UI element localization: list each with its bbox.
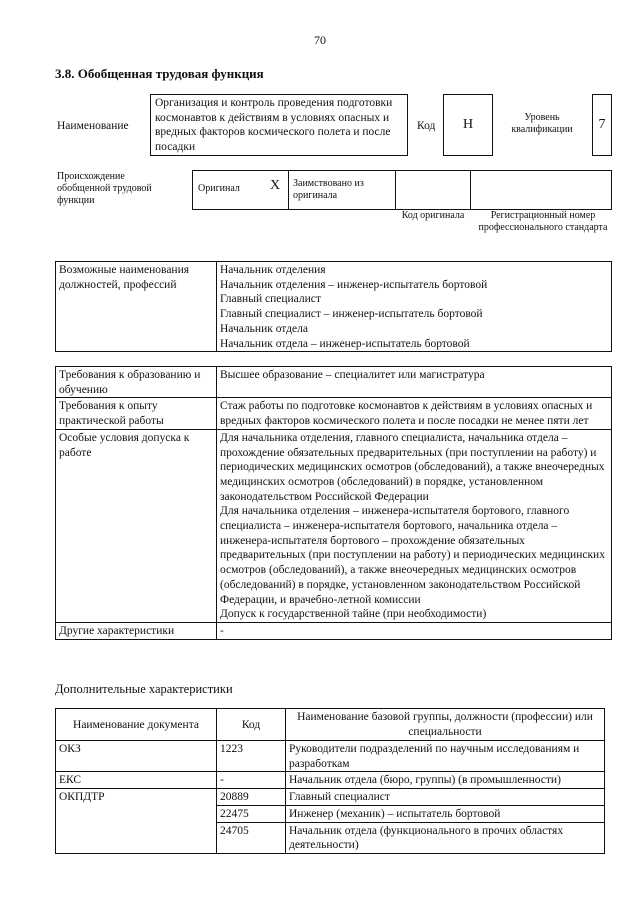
level-value-box: [592, 94, 612, 156]
table-row: [56, 741, 605, 772]
function-name-value: Организация и контроль проведения подготовки космонавтов к действиям в условиях опасных и вредных факторов космического полета и после посадки: [155, 97, 393, 154]
cell-code: 1223: [217, 741, 286, 772]
table-row: [56, 429, 612, 622]
positions-table: [55, 261, 612, 352]
cell-code: 20889: [217, 789, 286, 806]
additional-title: Дополнительные характеристики: [55, 682, 233, 696]
page-number: 70: [314, 33, 326, 47]
code-value-box: [443, 94, 493, 156]
origin-divider-2: [395, 170, 396, 210]
code-value: H: [462, 117, 474, 132]
header-code: Код: [217, 709, 286, 741]
requirement-value: -: [217, 622, 612, 639]
origin-grid: [192, 170, 612, 210]
level-label: Уровень квалификации: [511, 112, 573, 135]
level-value: 7: [598, 117, 606, 132]
name-label: Наименование: [57, 120, 129, 132]
requirement-value: Стаж работы по подготовке космонавтов к действиям в условиях опасных и вредных факторов космического полета и после посадки не менее пяти лет: [217, 398, 612, 429]
positions-list: [217, 262, 612, 352]
cell-name: Начальник отдела (бюро, группы) (в промышленности): [286, 772, 605, 789]
borrowed-label: Заимствовано из оригинала: [293, 178, 364, 201]
position-item: Главный специалист – инженер-испытатель бортовой: [220, 308, 483, 321]
requirement-label: Другие характеристики: [56, 622, 217, 639]
header-doc: Наименование документа: [56, 709, 217, 741]
origin-divider-1: [288, 170, 289, 210]
requirement-value: Для начальника отделения, главного специалиста, начальника отдела – прохождение обязательных предварительных (при поступлении на работу) и периодических медицинских осмотров (обследований), а также внеочередных медицинских осмотров (обследований) в порядке, установленном законодательством Российской Федерации Для начальника отделения – инженера-испытателя бортового, главного специалиста – инженера-испытателя бортового, начальника отдела – инженера-испытателя бортового – прохождение обязательных предварительных (при поступлении на работу) и периодических медицинских осмотров (обследований), а также внеочередных медицинских осмотров (обследований) в порядке, установленном законодательством Российской Федерации, и врачебно-летной комиссии Допуск к государственной тайне (при необходимости): [217, 429, 612, 622]
section-title: 3.8. Обобщенная трудовая функция: [55, 66, 264, 81]
additional-table: [55, 708, 605, 854]
cell-doc: ОКЗ: [56, 741, 217, 772]
position-item: Главный специалист: [220, 293, 321, 306]
table-row: [56, 622, 612, 639]
original-mark: X: [270, 178, 281, 193]
code-label: Код: [417, 120, 436, 132]
requirement-label: Требования к образованию и обучению: [56, 367, 217, 398]
table-row: [56, 367, 612, 398]
positions-label: Возможные наименования должностей, профессий: [56, 262, 217, 352]
table-row: [56, 398, 612, 429]
table-row: [56, 789, 605, 806]
code-original-caption: Код оригинала: [401, 210, 465, 221]
position-item: Начальник отделения – инженер-испытатель бортовой: [220, 278, 488, 291]
table-row: [56, 772, 605, 789]
cell-doc: ЕКС: [56, 772, 217, 789]
requirements-table: [55, 366, 612, 640]
origin-divider-3: [470, 170, 471, 210]
requirement-value: Высшее образование – специалитет или магистратура: [217, 367, 612, 398]
position-item: Начальник отдела – инженер-испытатель бортовой: [220, 337, 470, 350]
cell-name: Начальник отдела (функционального в прочих областях деятельности): [286, 822, 605, 853]
header-name: Наименование базовой группы, должности (профессии) или специальности: [286, 709, 605, 741]
cell-code: 22475: [217, 805, 286, 822]
position-item: Начальник отдела: [220, 322, 308, 335]
position-item: Начальник отделения: [220, 264, 326, 276]
cell-name: Руководители подразделений по научным исследованиям и разработкам: [286, 741, 605, 772]
requirement-label: Требования к опыту практической работы: [56, 398, 217, 429]
original-label: Оригинал: [198, 183, 240, 194]
cell-name: Главный специалист: [286, 789, 605, 806]
table-header-row: [56, 709, 605, 741]
function-name-box: [150, 94, 408, 156]
cell-code: -: [217, 772, 286, 789]
cell-doc: ОКПДТР: [56, 789, 217, 854]
cell-name: Инженер (механик) – испытатель бортовой: [286, 805, 605, 822]
reg-number-caption: Регистрационный номер профессионального стандарта: [478, 210, 608, 233]
origin-label: Происхождение обобщенной трудовой функции: [57, 171, 152, 206]
requirement-label: Особые условия допуска к работе: [56, 429, 217, 622]
cell-code: 24705: [217, 822, 286, 853]
